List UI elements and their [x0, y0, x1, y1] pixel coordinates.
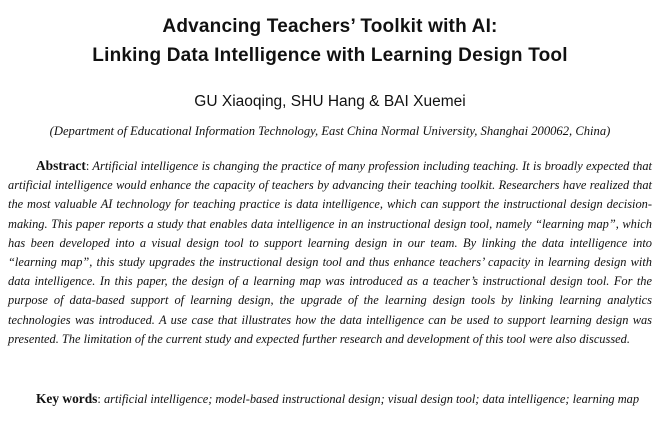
paper-title-line-2: Linking Data Intelligence with Learning Design Tool	[92, 45, 568, 66]
abstract-paragraph	[8, 156, 652, 349]
keywords-label: Key words	[36, 391, 98, 406]
abstract-label: Abstract	[36, 158, 86, 173]
abstract-text: Artificial intelligence is changing the practice of many profession including teaching. It is broadly expected that artificial intelligence would enhance the capacity of teachers by advancing their teaching toolkit. Researchers have realized that the most valuable AI technology for teaching practice is data intelligence, which can support the instructional design decision-making. This paper reports a study that enables data intelligence in an instructional design tool, namely “learning map”, which has been developed into a visual design tool to support learning design in our team. By linking the data intelligence into “learning map”, this study upgrades the instructional design tool and thus enhance teachers’ capacity in learning design with data intelligence. In this paper, the design of a learning map was introduced as a teacher’s instructional design tool. For the purpose of data-based support of learning design, the upgrade of the learning design tools by linking learning analytics technologies was introduced. A use case that illustrates how the data intelligence can be used to support learning design was presented. The limitation of the current study and expected further research and development of this tool were also discussed.	[8, 159, 652, 346]
author-list: GU Xiaoqing, SHU Hang & BAI Xuemei	[194, 93, 466, 110]
paper-title-line-1: Advancing Teachers’ Toolkit with AI:	[162, 16, 498, 37]
affiliation: (Department of Educational Information Technology, East China Normal University, Shanghai 200062, China)	[49, 124, 611, 138]
keywords-paragraph	[8, 389, 652, 409]
keywords-separator: :	[97, 392, 101, 406]
abstract-separator: :	[85, 159, 90, 173]
keywords-text: artificial intelligence; model-based instructional design; visual design tool; data intelligence; learning map	[103, 392, 640, 406]
